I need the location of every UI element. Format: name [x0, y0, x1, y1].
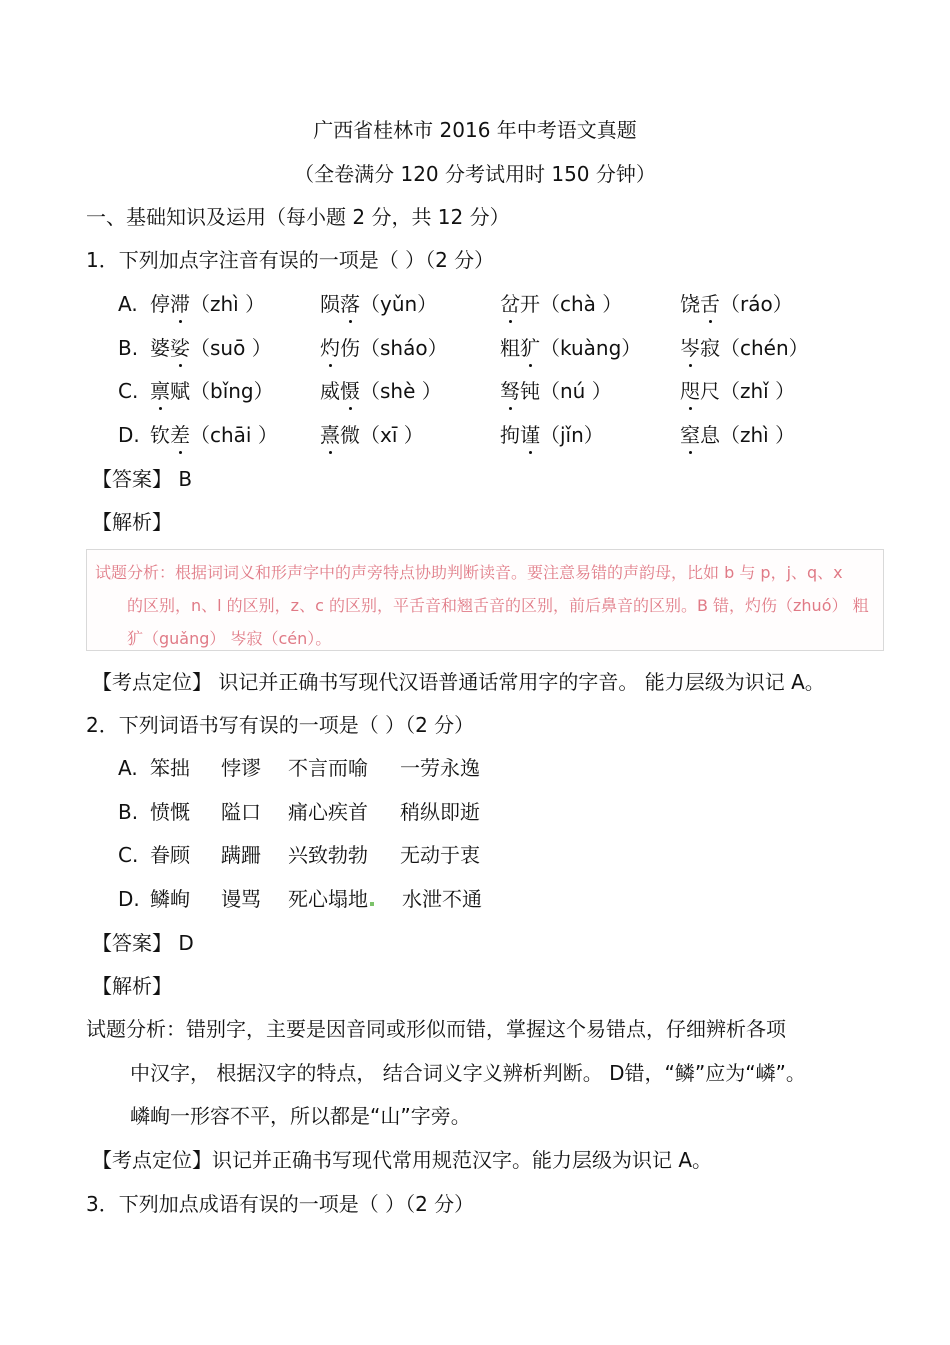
analysis-line: 犷（guǎng） 岑寂（cén）。 — [127, 629, 332, 648]
q1-d-item-3: 拘谨（jǐn） — [500, 423, 604, 447]
q1-analysis-box — [86, 549, 884, 651]
q2-word: 谩骂 — [221, 887, 261, 911]
q2-word: 笨拙 — [150, 756, 190, 780]
option-letter: A. — [118, 756, 138, 780]
option-letter: C. — [118, 379, 139, 403]
q2-word: 痛心疾首 — [288, 800, 368, 824]
emphasis-dot-char: 谨 — [520, 423, 540, 447]
option-letter: B. — [118, 336, 139, 360]
q1-b-item-1: 婆娑（suō ） — [150, 336, 272, 360]
q1-point: 【考点定位】 识记并正确书写现代汉语普通话常用字的字音。 能力层级为识记 A。 — [92, 670, 825, 694]
q2-word: 悖谬 — [221, 756, 261, 780]
emphasis-dot-char: 舌 — [700, 292, 720, 316]
emphasis-dot-char: 犷 — [520, 336, 540, 360]
q2-word: 鳞峋 — [150, 887, 190, 911]
option-letter: B. — [118, 800, 139, 824]
document-title: 广西省桂林市 2016 年中考语文真题 — [313, 118, 637, 142]
emphasis-dot-char: 驽 — [500, 379, 520, 403]
emphasis-dot-char: 娑 — [170, 336, 190, 360]
emphasis-dot-char: 差 — [170, 423, 190, 447]
q1-c-item-1: 禀赋（bǐng） — [150, 379, 274, 403]
analysis-line: 试题分析：根据词词义和形声字中的声旁特点协助判断读音。要注意易错的声韵母，比如 b 与 p，j、q、x — [95, 563, 843, 582]
emphasis-dot-char: 岔 — [500, 292, 520, 316]
q2-word: 隘口 — [221, 800, 261, 824]
q2-word: 水泄不通 — [402, 887, 482, 911]
emphasis-dot-char: 窒 — [680, 423, 700, 447]
q2-answer: 【答案】 D — [92, 931, 194, 955]
q2-word: 不言而喻 — [288, 756, 368, 780]
q2-analysis-line-3: 嶙峋一形容不平，所以都是“山”字旁。 — [130, 1104, 471, 1128]
q1-analysis-text — [95, 556, 875, 655]
q2-word: 眷顾 — [150, 843, 190, 867]
q1-d-item-2: 熹微（xī ） — [320, 423, 424, 447]
emphasis-dot-char: 禀 — [150, 379, 170, 403]
q1-c-item-2: 威慑（shè ） — [320, 379, 442, 403]
q2-word: 愤慨 — [150, 800, 190, 824]
q1-answer: 【答案】 B — [92, 467, 193, 491]
question-3-stem: 3．下列加点成语有误的一项是（ ）（2 分） — [86, 1192, 475, 1216]
option-letter: D. — [118, 423, 140, 447]
analysis-line: 的区别，n、l 的区别，z、c 的区别，平舌音和翘舌音的区别，前后鼻音的区别。B 错，灼伤（zhuó） 粗 — [127, 596, 869, 615]
q1-a-item-3: 岔开（chà ） — [500, 292, 623, 316]
q2-point: 【考点定位】识记并正确书写现代常用规范汉字。能力层级为识记 A。 — [92, 1148, 713, 1172]
q2-word: 无动于衷 — [400, 843, 480, 867]
emphasis-dot-char: 慑 — [340, 379, 360, 403]
emphasis-dot-char: 咫 — [680, 379, 700, 403]
emphasis-dot-char: 岑 — [680, 336, 700, 360]
option-letter: C. — [118, 843, 139, 867]
emphasis-dot-char: 熹 — [320, 423, 340, 447]
q1-b-item-4: 岑寂（chén） — [680, 336, 809, 360]
q2-option-b — [118, 798, 838, 826]
q1-d-item-1: 钦差（chāi ） — [150, 423, 278, 447]
q1-c-item-4: 咫尺（zhǐ ） — [680, 379, 796, 403]
q1-option-a — [118, 290, 838, 318]
q2-word: 死心塌地 — [288, 885, 374, 913]
green-mark — [370, 902, 374, 906]
document-subtitle: （全卷满分 120 分考试用时 150 分钟） — [294, 162, 656, 186]
q2-option-d — [118, 885, 838, 913]
q2-word: 兴致勃勃 — [288, 843, 368, 867]
q1-b-item-3: 粗犷（kuàng） — [500, 336, 642, 360]
emphasis-dot-char: 灼 — [320, 336, 340, 360]
q1-c-item-3: 驽钝（nú ） — [500, 379, 612, 403]
q2-word: 蹒跚 — [221, 843, 261, 867]
option-letter: D. — [118, 887, 140, 911]
question-2-stem: 2．下列词语书写有误的一项是（ ）（2 分） — [86, 713, 475, 737]
q1-option-c — [118, 377, 838, 405]
q2-word: 一劳永逸 — [400, 756, 480, 780]
emphasis-dot-char: 落 — [340, 292, 360, 316]
q2-analysis-line-1: 试题分析：错别字，主要是因音同或形似而错，掌握这个易错点，仔细辨析各项 — [86, 1017, 786, 1041]
section-heading: 一、基础知识及运用（每小题 2 分，共 12 分） — [86, 205, 510, 229]
q1-b-item-2: 灼伤（sháo） — [320, 336, 448, 360]
q1-d-item-4: 窒息（zhì ） — [680, 423, 796, 447]
q2-option-a — [118, 754, 838, 782]
q1-option-d — [118, 421, 838, 449]
q1-option-b — [118, 334, 838, 362]
q1-a-item-4: 饶舌（ráo） — [680, 292, 793, 316]
q1-a-item-2: 陨落（yǔn） — [320, 292, 438, 316]
question-1-stem: 1．下列加点字注音有误的一项是（ ）（2 分） — [86, 248, 495, 272]
q1-a-item-1: 停滞（zhì ） — [150, 292, 266, 316]
q2-word: 稍纵即逝 — [400, 800, 480, 824]
q1-analysis-label: 【解析】 — [92, 510, 172, 534]
q2-analysis-line-2: 中汉字， 根据汉字的特点， 结合词义字义辨析判断。 D错，“鳞”应为“嶙”。 — [130, 1061, 806, 1085]
option-letter: A. — [118, 292, 138, 316]
q2-analysis-label: 【解析】 — [92, 974, 172, 998]
emphasis-dot-char: 滞 — [170, 292, 190, 316]
q2-option-c — [118, 841, 838, 869]
